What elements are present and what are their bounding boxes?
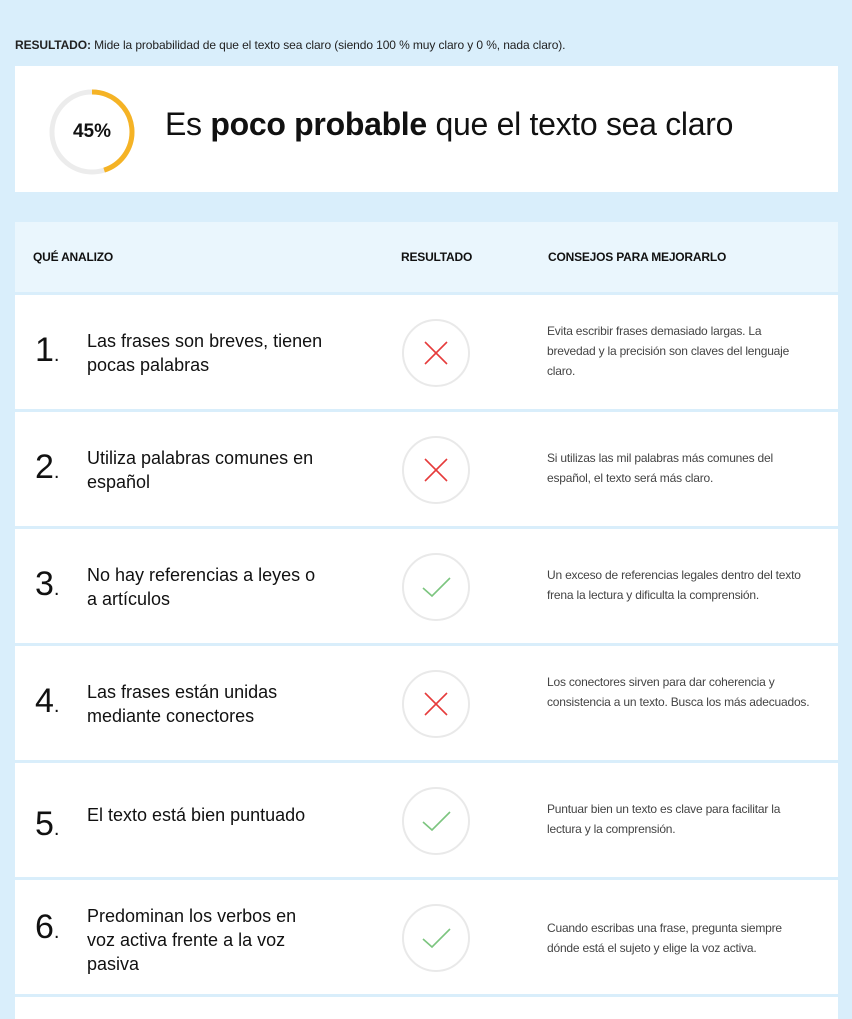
check-icon xyxy=(420,805,452,837)
row-number-value: 4 xyxy=(35,682,54,720)
cross-icon xyxy=(420,688,452,720)
headline-pre: Es xyxy=(165,106,211,142)
cross-icon xyxy=(420,337,452,369)
result-card xyxy=(15,66,838,192)
table-header xyxy=(15,222,838,292)
row-question: Predominan los verbos en voz activa frente a la voz pasiva xyxy=(87,906,297,974)
row-number xyxy=(35,682,59,721)
row-tip: Cuando escribas una frase, pregunta siempre dónde está el sujeto y elige la voz activa. xyxy=(547,921,782,955)
table-row xyxy=(15,646,838,760)
table-row-partial xyxy=(15,997,838,1019)
row-result-badge xyxy=(402,319,470,387)
analysis-table xyxy=(15,222,838,1019)
table-row xyxy=(15,880,838,994)
gauge-percent: 45% xyxy=(72,121,112,142)
row-result-badge xyxy=(402,787,470,855)
row-number-dot: . xyxy=(53,695,60,717)
row-tip: Un exceso de referencias legales dentro del texto frena la lectura y dificulta la comprensión. xyxy=(547,568,801,602)
row-number-value: 6 xyxy=(35,908,54,946)
row-number xyxy=(35,565,59,604)
row-number-dot: . xyxy=(53,818,60,840)
row-number-value: 1 xyxy=(35,331,54,369)
result-description xyxy=(15,38,565,52)
row-number-dot: . xyxy=(53,344,60,366)
row-result-badge xyxy=(402,553,470,621)
row-number-value: 5 xyxy=(35,805,54,843)
header-tips: CONSEJOS PARA MEJORARLO xyxy=(548,250,727,264)
result-description-label: RESULTADO: xyxy=(15,38,91,52)
header-what: QUÉ ANALIZO xyxy=(33,250,114,264)
row-number-value: 3 xyxy=(35,565,54,603)
check-icon xyxy=(420,922,452,954)
row-question: No hay referencias a leyes o a artículos xyxy=(87,565,316,609)
row-question: El texto está bien puntuado xyxy=(87,805,306,825)
row-number-dot: . xyxy=(53,921,60,943)
row-tip: Si utilizas las mil palabras más comunes del español, el texto será más claro. xyxy=(547,451,773,485)
row-tip: Los conectores sirven para dar coherencia y consistencia a un texto. Busca los más adecuados. xyxy=(547,675,810,709)
table-row xyxy=(15,412,838,526)
row-number xyxy=(35,908,59,947)
row-result-badge xyxy=(402,670,470,738)
headline-bold: poco probable xyxy=(210,106,427,142)
row-number xyxy=(35,805,59,844)
row-number-dot: . xyxy=(53,461,60,483)
row-number xyxy=(35,331,59,370)
clarity-gauge xyxy=(47,87,137,177)
row-question: Las frases son breves, tienen pocas palabras xyxy=(87,331,323,375)
row-tip: Evita escribir frases demasiado largas. La brevedad y la precisión son claves del lenguaje claro. xyxy=(547,324,790,378)
row-question: Las frases están unidas mediante conectores xyxy=(87,682,278,726)
table-row xyxy=(15,295,838,409)
header-result: RESULTADO xyxy=(401,250,473,264)
row-result-badge xyxy=(402,436,470,504)
row-tip: Puntuar bien un texto es clave para facilitar la lectura y la comprensión. xyxy=(547,802,781,836)
cross-icon xyxy=(420,454,452,486)
result-description-text: Mide la probabilidad de que el texto sea claro (siendo 100 % muy claro y 0 %, nada claro). xyxy=(90,38,566,52)
result-headline xyxy=(165,106,733,143)
row-result-badge xyxy=(402,904,470,972)
row-question: Utiliza palabras comunes en español xyxy=(87,448,314,492)
check-icon xyxy=(420,571,452,603)
row-number-value: 2 xyxy=(35,448,54,486)
row-number xyxy=(35,448,59,487)
headline-post: que el texto sea claro xyxy=(426,106,734,142)
table-row xyxy=(15,763,838,877)
table-row xyxy=(15,529,838,643)
row-number-dot: . xyxy=(53,578,60,600)
